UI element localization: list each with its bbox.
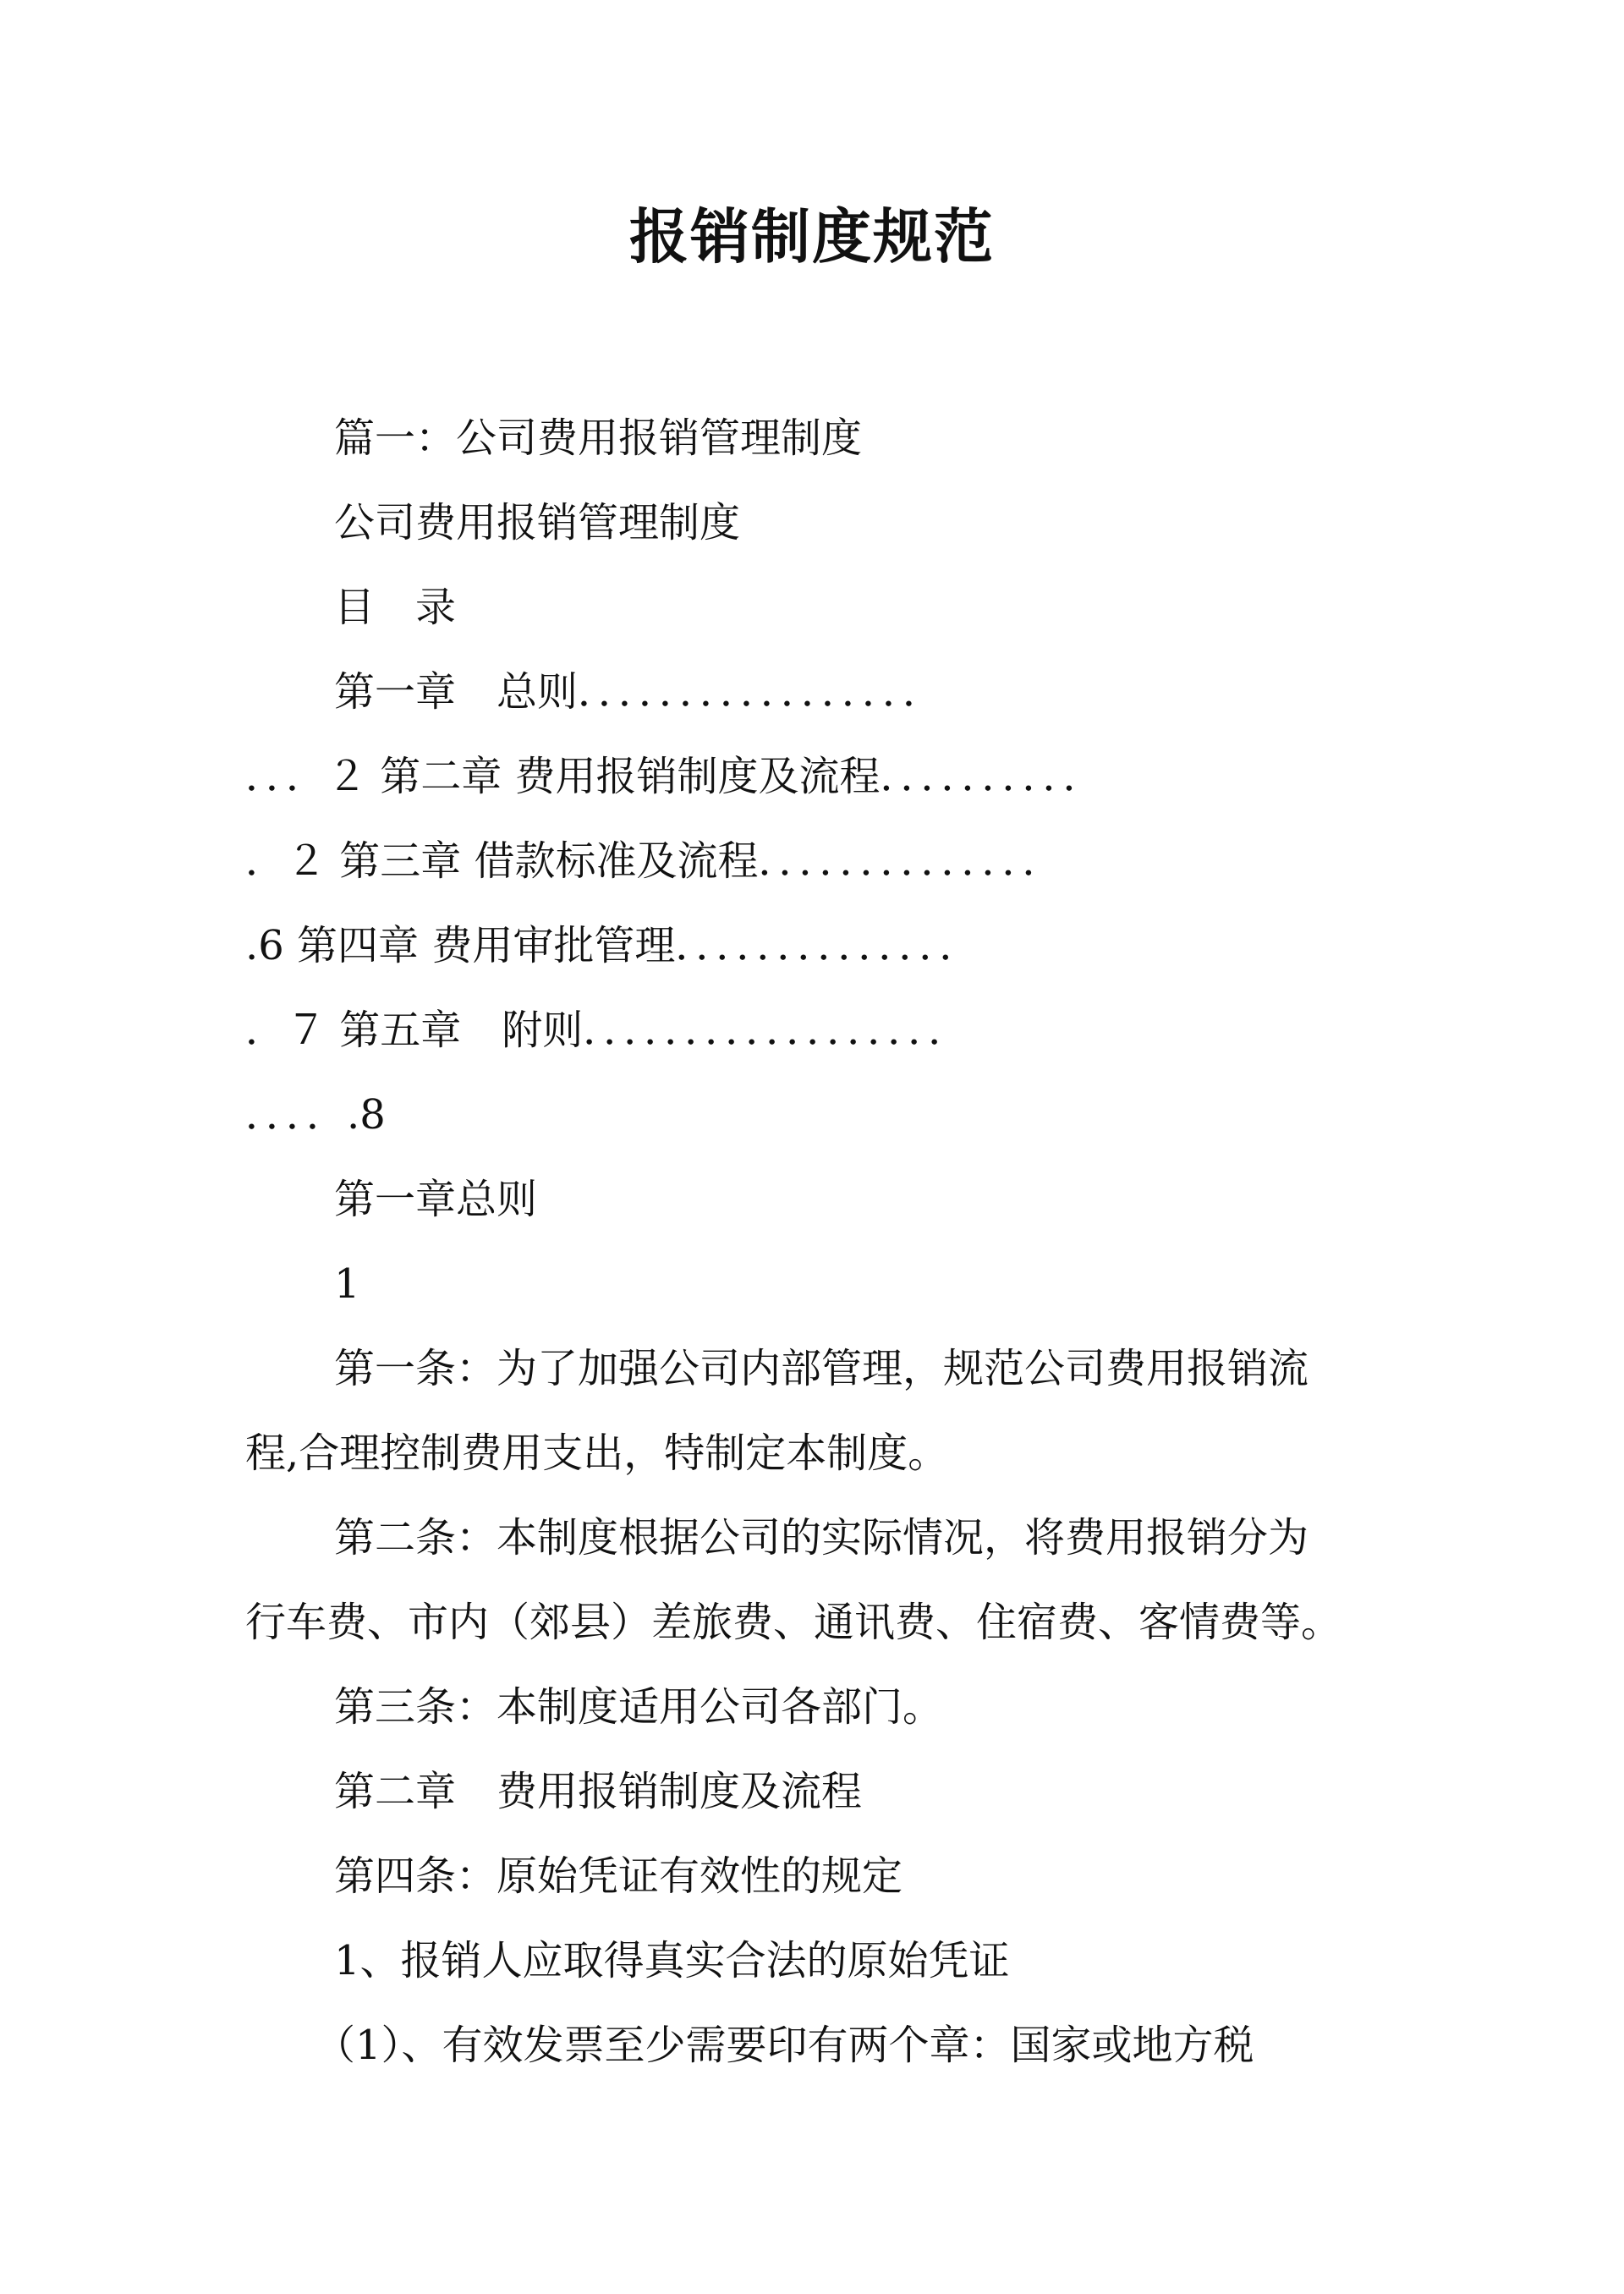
toc-line: ．．．．.8 bbox=[245, 1091, 386, 1139]
doc-subtitle: 公司费用报销管理制度 bbox=[334, 499, 741, 546]
toc-heading: 目 录 bbox=[334, 584, 457, 631]
chapter-heading: 第一章总则 bbox=[334, 1176, 538, 1223]
toc-line: ．．．２ 第二章 费用报销制度及流程．．．．．．．．．． bbox=[245, 753, 1104, 800]
paragraph-line: 第三条：本制度适用公司各部门。 bbox=[334, 1683, 944, 1731]
toc-line: ．７ 第五章 附则．．．．．．．．．．．．．．．．．． bbox=[245, 1007, 969, 1054]
section-heading: 篇一：公司费用报销管理制度 bbox=[334, 414, 863, 462]
paragraph-line: 第四条：原始凭证有效性的规定 bbox=[334, 1852, 903, 1900]
toc-line: ．２ 第三章 借款标准及流程．．．．．．．．．．．．．． bbox=[245, 837, 1063, 885]
paragraph-line: 第二条：本制度根据公司的实际情况，将费用报销分为 bbox=[334, 1514, 1309, 1561]
paragraph-line: 行车费、市内（郊县）差旅费、通讯费、住宿费、客情费等。 bbox=[245, 1599, 1342, 1646]
document-title: 报销制度规范 bbox=[629, 202, 995, 272]
chapter-heading: 第二章 费用报销制度及流程 bbox=[334, 1768, 863, 1815]
toc-line: 第一章 总则．．．．．．．．．．．．．．．．． bbox=[334, 668, 944, 716]
page-number: 1 bbox=[334, 1260, 360, 1308]
paragraph-line: 1、报销人应取得真实合法的原始凭证 bbox=[334, 1937, 1010, 1984]
paragraph-line: 程,合理控制费用支出，特制定本制度。 bbox=[245, 1430, 949, 1477]
paragraph-line: （1）、有效发票至少需要印有两个章：国家或地方税 bbox=[315, 2022, 1254, 2069]
toc-line: .6 第四章 费用审批管理．．．．．．．．．．．．．． bbox=[245, 922, 980, 969]
paragraph-line: 第一条：为了加强公司内部管理，规范公司费用报销流 bbox=[334, 1345, 1309, 1392]
